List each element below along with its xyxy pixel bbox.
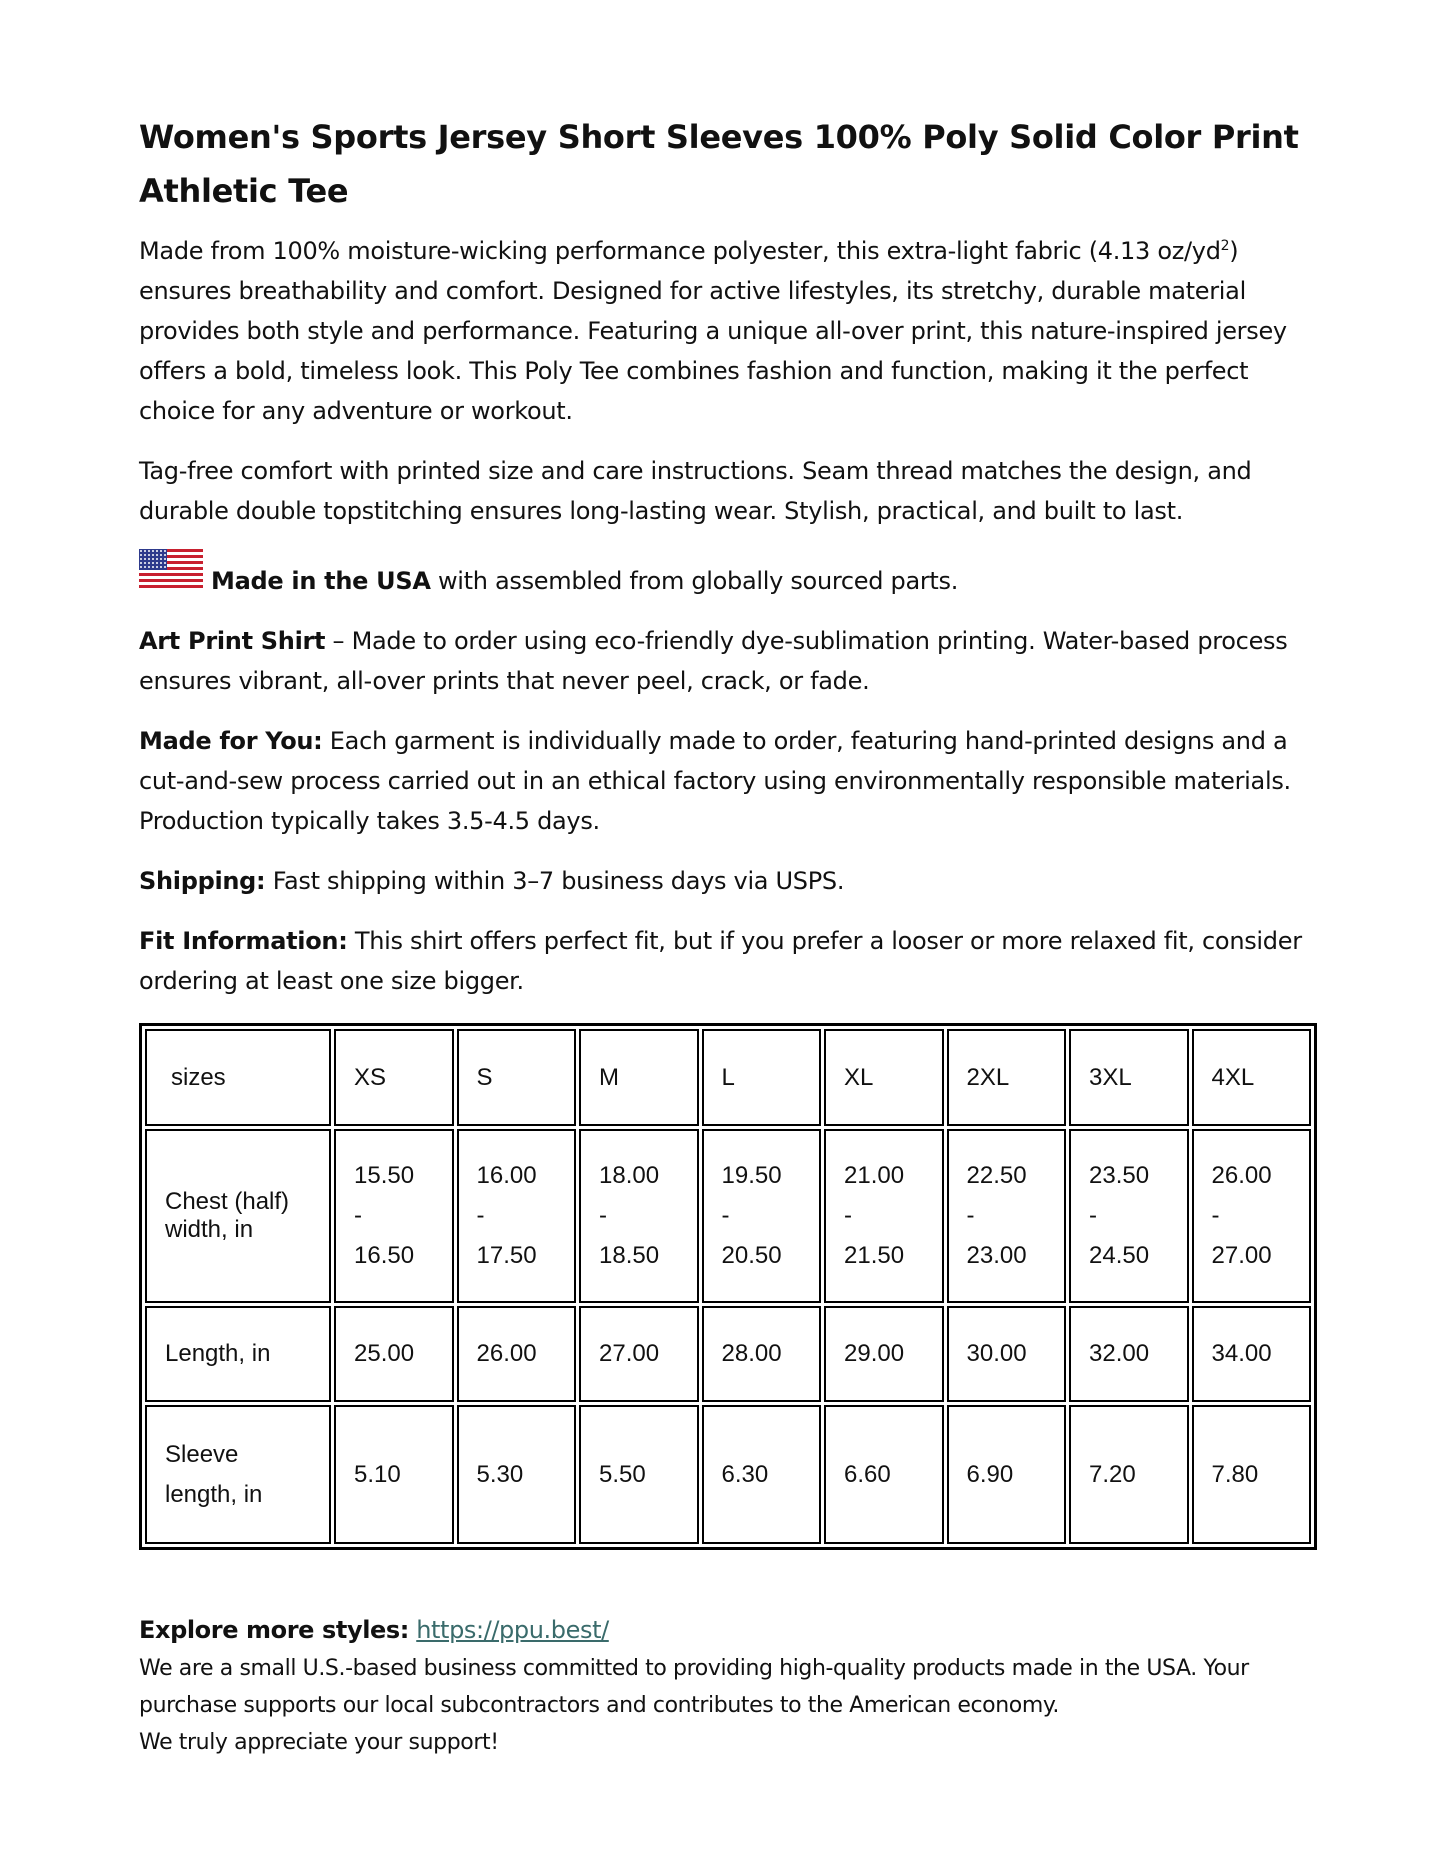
explore-label: Explore more styles: bbox=[139, 1616, 409, 1644]
table-cell: 7.20 bbox=[1069, 1405, 1189, 1544]
table-cell: 5.30 bbox=[457, 1405, 577, 1544]
table-cell: 25.00 bbox=[334, 1306, 454, 1402]
size-chart-table bbox=[139, 1023, 1317, 1550]
table-cell: 16.00 - 17.50 bbox=[457, 1129, 577, 1303]
tagfree-paragraph: Tag-free comfort with printed size and care instructions. Seam thread matches the design, and durable double topstitching ensures long-lasting wear. Stylish, practical, and built to last. bbox=[139, 457, 1252, 525]
header-cell: 3XL bbox=[1069, 1029, 1189, 1126]
table-cell: 32.00 bbox=[1069, 1306, 1189, 1402]
sleeve-row bbox=[145, 1405, 1311, 1544]
header-cell: XS bbox=[334, 1029, 454, 1126]
shipping-label: Shipping: bbox=[139, 867, 266, 895]
header-cell: 4XL bbox=[1192, 1029, 1312, 1126]
table-cell: 22.50 - 23.00 bbox=[947, 1129, 1067, 1303]
table-cell: 28.00 bbox=[702, 1306, 822, 1402]
shipping-text: Fast shipping within 3–7 business days via USPS. bbox=[265, 867, 845, 895]
row-label: Chest (half) width, in bbox=[145, 1129, 331, 1303]
shipping-paragraph bbox=[139, 861, 1319, 901]
art-print-label: Art Print Shirt bbox=[139, 627, 326, 655]
table-cell: 21.00 - 21.50 bbox=[824, 1129, 944, 1303]
header-cell: S bbox=[457, 1029, 577, 1126]
made-for-you-label: Made for You: bbox=[139, 727, 323, 755]
table-cell: 5.50 bbox=[579, 1405, 699, 1544]
table-cell: 34.00 bbox=[1192, 1306, 1312, 1402]
length-row bbox=[145, 1306, 1311, 1402]
made-in-usa-paragraph bbox=[139, 551, 1319, 601]
fit-paragraph bbox=[139, 921, 1319, 1001]
table-cell: 30.00 bbox=[947, 1306, 1067, 1402]
table-cell: 6.30 bbox=[702, 1405, 822, 1544]
explore-link[interactable]: https://ppu.best/ bbox=[416, 1616, 609, 1644]
table-cell: 26.00 bbox=[457, 1306, 577, 1402]
header-cell: M bbox=[579, 1029, 699, 1126]
table-cell: 19.50 - 20.50 bbox=[702, 1129, 822, 1303]
us-flag-icon bbox=[139, 549, 203, 589]
header-cell: L bbox=[702, 1029, 822, 1126]
row-label: Sleeve length, in bbox=[145, 1405, 331, 1544]
table-cell: 6.60 bbox=[824, 1405, 944, 1544]
fit-label: Fit Information: bbox=[139, 927, 348, 955]
intro-text-rest: ) ensures breathability and comfort. Designed for active lifestyles, its stretchy, durable material provides both style and performance. Featuring a unique all-over print, this nature-inspired jersey offers a bold, timeless look. This Poly Tee combines fashion and function, making it the perfect choice for any adventure or workout. bbox=[139, 237, 1287, 425]
document-page bbox=[139, 110, 1319, 1761]
table-cell: 27.00 bbox=[579, 1306, 699, 1402]
header-cell: sizes bbox=[145, 1029, 331, 1126]
made-for-you-text: Each garment is individually made to order, featuring hand-printed designs and a cut-and-sew process carried out in an ethical factory using environmentally responsible materials. Production typically takes 3.5-4.5 days. bbox=[139, 727, 1291, 835]
row-label: Length, in bbox=[145, 1306, 331, 1402]
page-title: Women's Sports Jersey Short Sleeves 100% Poly Solid Color Print Athletic Tee bbox=[139, 118, 1299, 210]
intro-text: Made from 100% moisture-wicking performance polyester, this extra-light fabric (4.13 oz/yd bbox=[139, 237, 1221, 265]
header-cell: 2XL bbox=[947, 1029, 1067, 1126]
made-in-usa-label: Made in the USA bbox=[211, 567, 431, 595]
art-print-paragraph bbox=[139, 621, 1319, 701]
table-cell: 5.10 bbox=[334, 1405, 454, 1544]
intro-superscript: 2 bbox=[1220, 238, 1230, 254]
header-cell: XL bbox=[824, 1029, 944, 1126]
made-in-usa-text: with assembled from globally sourced parts. bbox=[430, 567, 959, 595]
table-cell: 6.90 bbox=[947, 1405, 1067, 1544]
size-header-row bbox=[145, 1029, 1311, 1126]
explore-line bbox=[139, 1610, 1319, 1650]
art-print-text: – Made to order using eco-friendly dye-sublimation printing. Water-based process ensures vibrant, all-over prints that never peel, crack, or fade. bbox=[139, 627, 1288, 695]
table-cell: 29.00 bbox=[824, 1306, 944, 1402]
made-for-you-paragraph bbox=[139, 721, 1319, 841]
intro-paragraph bbox=[139, 226, 1319, 431]
table-cell: 18.00 - 18.50 bbox=[579, 1129, 699, 1303]
table-cell: 7.80 bbox=[1192, 1405, 1312, 1544]
table-cell: 26.00 - 27.00 bbox=[1192, 1129, 1312, 1303]
footer-text: We are a small U.S.-based business committed to providing high-quality products made in the USA. Your purchase supports our local subcontractors and contributes to the American economy. bbox=[139, 1656, 1249, 1718]
table-cell: 23.50 - 24.50 bbox=[1069, 1129, 1189, 1303]
chest-row bbox=[145, 1129, 1311, 1303]
footer bbox=[139, 1610, 1319, 1761]
table-cell: 15.50 - 16.50 bbox=[334, 1129, 454, 1303]
fit-text: This shirt offers perfect fit, but if you prefer a looser or more relaxed fit, consider ordering at least one size bigger. bbox=[139, 927, 1302, 995]
footer-thanks: We truly appreciate your support! bbox=[139, 1730, 499, 1755]
